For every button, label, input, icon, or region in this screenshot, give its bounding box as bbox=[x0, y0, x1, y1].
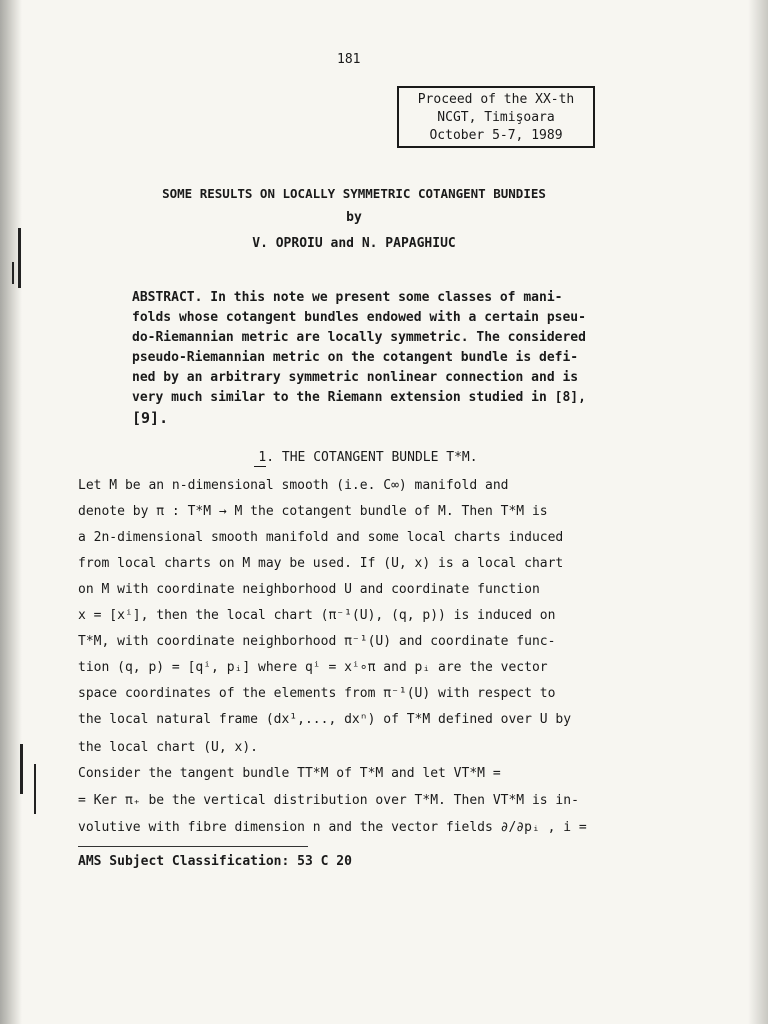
body-line: T*M, with coordinate neighborhood π⁻¹(U) and coordinate func- bbox=[78, 634, 556, 649]
abstract-line: very much similar to the Riemann extension studied in [8], bbox=[132, 390, 586, 405]
body-line: on M with coordinate neighborhood U and coordinate function bbox=[78, 582, 540, 597]
footnote: AMS Subject Classification: 53 C 20 bbox=[78, 854, 352, 869]
body-line: volutive with fibre dimension n and the vector fields ∂/∂pᵢ , i = bbox=[78, 820, 587, 835]
abstract-line: pseudo-Riemannian metric on the cotangent bundle is defi- bbox=[132, 350, 579, 365]
body-line: space coordinates of the elements from π⁻¹(U) with respect to bbox=[78, 686, 556, 701]
section-heading: 1. THE COTANGENT BUNDLE T*M. bbox=[258, 450, 478, 465]
margin-mark bbox=[20, 744, 23, 794]
body-line: the local chart (U, x). bbox=[78, 740, 259, 755]
abstract-line: ABSTRACT. In this note we present some classes of mani- bbox=[132, 290, 563, 305]
body-line: tion (q, p) = [qⁱ, pᵢ] where qⁱ = xⁱ∘π and pᵢ are the vector bbox=[78, 660, 548, 675]
body-line: from local charts on M may be used. If (U, x) is a local chart bbox=[78, 556, 564, 571]
paper-title: SOME RESULTS ON LOCALLY SYMMETRIC COTANGENT BUNDIES bbox=[162, 186, 546, 201]
body-line: a 2n-dimensional smooth manifold and some local charts induced bbox=[78, 530, 564, 545]
abstract-line: [9]. bbox=[132, 409, 169, 427]
proceedings-stamp bbox=[397, 86, 595, 148]
margin-mark bbox=[12, 262, 14, 284]
margin-mark bbox=[34, 764, 36, 814]
stamp-line: Proceed of the XX-th bbox=[417, 92, 575, 107]
by-line: by bbox=[346, 210, 362, 225]
footnote-rule bbox=[78, 846, 308, 847]
stamp-line: October 5-7, 1989 bbox=[429, 128, 563, 143]
scan-shadow-right bbox=[748, 0, 768, 1024]
body-line: = Ker π₊ be the vertical distribution over T*M. Then VT*M is in- bbox=[78, 793, 579, 808]
body-line: x = [xⁱ], then the local chart (π⁻¹(U), (q, p)) is induced on bbox=[78, 608, 556, 623]
body-line: the local natural frame (dx¹,..., dxⁿ) of T*M defined over U by bbox=[78, 712, 572, 727]
body-line: Let M be an n-dimensional smooth (i.e. C∞) manifold and bbox=[78, 478, 509, 493]
scan-shadow-left bbox=[0, 0, 22, 1024]
body-line: Consider the tangent bundle TT*M of T*M and let VT*M = bbox=[78, 766, 501, 781]
abstract-line: do-Riemannian metric are locally symmetric. The considered bbox=[132, 330, 586, 345]
abstract-line: folds whose cotangent bundles endowed with a certain pseu- bbox=[132, 310, 586, 325]
abstract-line: ned by an arbitrary symmetric nonlinear connection and is bbox=[132, 370, 579, 385]
stamp-line: NCGT, Timişoara bbox=[437, 110, 555, 125]
body-line: denote by π : T*M → M the cotangent bundle of M. Then T*M is bbox=[78, 504, 548, 519]
section-number-underline bbox=[254, 466, 266, 467]
page-number: 181 bbox=[337, 52, 361, 67]
authors: V. OPROIU and N. PAPAGHIUC bbox=[252, 236, 456, 251]
